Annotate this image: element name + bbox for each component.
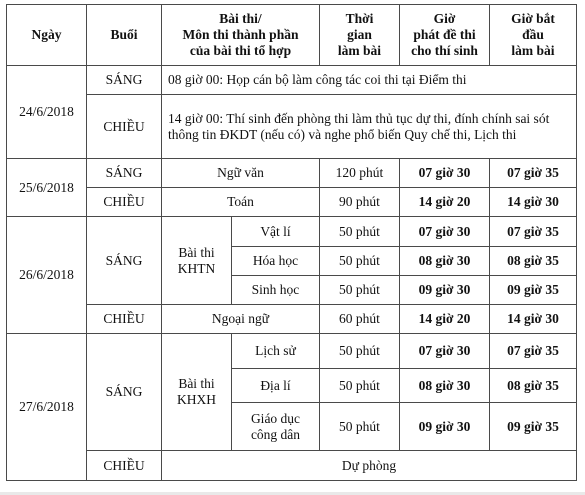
- start-time-cell: 14 giờ 30: [490, 188, 577, 217]
- start-time-cell: 07 giờ 35: [490, 334, 577, 369]
- issue-time-cell: 14 giờ 20: [400, 188, 490, 217]
- header-ngay: Ngày: [7, 5, 87, 66]
- table-row: [7, 188, 577, 217]
- note-cell: 14 giờ 00: Thí sinh đến phòng thi làm thủ tục dự thi, đính chính sai sót thông tin ĐKDT (nếu có) và nghe phổ biến Quy chế thi, Lịch thi: [162, 95, 577, 159]
- start-time-cell: 08 giờ 35: [490, 369, 577, 403]
- session-cell: SÁNG: [87, 66, 162, 95]
- table-row: [7, 334, 577, 369]
- session-cell: CHIỀU: [87, 95, 162, 159]
- table-header-row: [7, 5, 577, 66]
- issue-time-cell: 08 giờ 30: [400, 369, 490, 403]
- duration-cell: 50 phút: [320, 403, 400, 451]
- session-cell: SÁNG: [87, 334, 162, 451]
- header-thoi-gian-line2: gian: [347, 27, 372, 42]
- start-time-cell: 08 giờ 35: [490, 247, 577, 276]
- start-time-cell: 07 giờ 35: [490, 217, 577, 247]
- subject-cell: Lịch sử: [232, 334, 320, 369]
- table-row: [7, 451, 577, 481]
- duration-cell: 50 phút: [320, 334, 400, 369]
- header-thoi-gian-line1: Thời: [345, 11, 374, 26]
- subject-line1: Giáo dục: [250, 410, 301, 426]
- session-cell: SÁNG: [87, 159, 162, 188]
- header-gio-bat-dau: [490, 5, 577, 66]
- note-cell: 08 giờ 00: Họp cán bộ làm công tác coi thi tại Điểm thi: [162, 66, 577, 95]
- issue-time-cell: 08 giờ 30: [400, 247, 490, 276]
- subject-cell: [232, 403, 320, 451]
- session-cell: CHIỀU: [87, 451, 162, 481]
- subject-cell: Vật lí: [232, 217, 320, 247]
- subject-line2: công dân: [250, 426, 301, 442]
- session-cell: SÁNG: [87, 217, 162, 305]
- duration-cell: 50 phút: [320, 217, 400, 247]
- subject-cell: Ngoại ngữ: [162, 305, 320, 334]
- header-gio-bat-dau-line2: đầu: [522, 27, 544, 42]
- header-thoi-gian: [320, 5, 400, 66]
- header-thoi-gian-line3: làm bài: [337, 43, 382, 58]
- subject-cell: Hóa học: [232, 247, 320, 276]
- table-row: [7, 159, 577, 188]
- group-line1: Bài thi: [178, 376, 215, 391]
- duration-cell: 90 phút: [320, 188, 400, 217]
- header-buoi: Buổi: [87, 5, 162, 66]
- start-time-cell: 09 giờ 35: [490, 276, 577, 305]
- header-gio-phat-de: [400, 5, 490, 66]
- duration-cell: 50 phút: [320, 247, 400, 276]
- header-bai-thi-line3: của bài thi tổ hợp: [189, 43, 292, 58]
- session-cell: CHIỀU: [87, 188, 162, 217]
- subject-cell: Sinh học: [232, 276, 320, 305]
- subject-cell: Toán: [162, 188, 320, 217]
- issue-time-cell: 09 giờ 30: [400, 403, 490, 451]
- date-cell: 26/6/2018: [7, 217, 87, 334]
- session-cell: CHIỀU: [87, 305, 162, 334]
- start-time-cell: 09 giờ 35: [490, 403, 577, 451]
- duration-cell: 50 phút: [320, 369, 400, 403]
- header-gio-phat-de-line3: cho thí sinh: [411, 43, 478, 58]
- header-bai-thi-line2: Môn thi thành phần: [182, 27, 299, 42]
- reserve-cell: Dự phòng: [162, 451, 577, 481]
- header-bai-thi-line1: Bài thi/: [219, 11, 262, 26]
- exam-schedule-table: [6, 4, 577, 481]
- duration-cell: 50 phút: [320, 276, 400, 305]
- issue-time-cell: 07 giờ 30: [400, 159, 490, 188]
- subject-cell: Địa lí: [232, 369, 320, 403]
- table-row: [7, 217, 577, 247]
- date-cell: 25/6/2018: [7, 159, 87, 217]
- table-row: [7, 66, 577, 95]
- start-time-cell: 07 giờ 35: [490, 159, 577, 188]
- issue-time-cell: 14 giờ 20: [400, 305, 490, 334]
- issue-time-cell: 09 giờ 30: [400, 276, 490, 305]
- group-cell: [162, 334, 232, 451]
- subject-cell: Ngữ văn: [162, 159, 320, 188]
- issue-time-cell: 07 giờ 30: [400, 334, 490, 369]
- group-line1: Bài thi: [178, 244, 215, 260]
- header-bai-thi: [162, 5, 320, 66]
- group-line2: KHXH: [177, 392, 216, 407]
- table-row: [7, 305, 577, 334]
- date-cell: 24/6/2018: [7, 66, 87, 159]
- header-gio-bat-dau-line1: Giờ bắt: [511, 11, 555, 26]
- start-time-cell: 14 giờ 30: [490, 305, 577, 334]
- date-cell: 27/6/2018: [7, 334, 87, 481]
- header-gio-phat-de-line1: Giờ: [433, 11, 456, 26]
- header-gio-bat-dau-line3: làm bài: [511, 43, 555, 58]
- duration-cell: 120 phút: [320, 159, 400, 188]
- duration-cell: 60 phút: [320, 305, 400, 334]
- group-line2: KHTN: [177, 260, 216, 276]
- header-gio-phat-de-line2: phát đề thi: [413, 27, 476, 42]
- table-row: [7, 95, 577, 159]
- issue-time-cell: 07 giờ 30: [400, 217, 490, 247]
- group-cell: [162, 217, 232, 305]
